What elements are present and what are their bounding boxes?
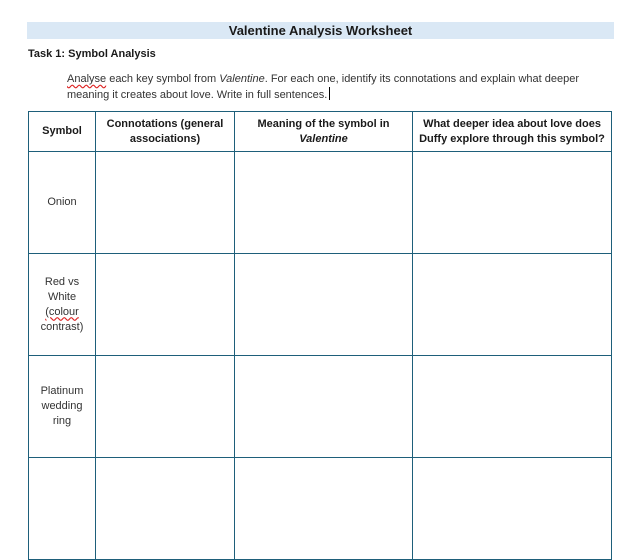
meaning-cell[interactable] bbox=[235, 458, 413, 560]
spellcheck-word[interactable]: Analyse bbox=[67, 73, 107, 85]
deeper-idea-cell[interactable] bbox=[413, 458, 612, 560]
instructions-text[interactable]: Analyse each key symbol from Valentine. For each one, identify its connotations and explain what deeper meaning it creates about love. Write in full sentences. bbox=[67, 73, 580, 101]
task-heading: Task 1: Symbol Analysis bbox=[28, 48, 156, 60]
connotations-cell[interactable] bbox=[96, 356, 235, 458]
table-row bbox=[29, 152, 612, 254]
symbol-cell[interactable]: Onion bbox=[29, 152, 96, 254]
connotations-cell[interactable] bbox=[96, 152, 235, 254]
text-cursor bbox=[329, 87, 330, 100]
symbol-cell[interactable] bbox=[29, 458, 96, 560]
header-meaning: Meaning of the symbol in Valentine bbox=[235, 112, 413, 152]
table-header-row bbox=[29, 112, 612, 152]
meaning-cell[interactable] bbox=[235, 356, 413, 458]
header-symbol: Symbol bbox=[29, 112, 96, 152]
header-connotations: Connotations (general associations) bbox=[96, 112, 235, 152]
deeper-idea-cell[interactable] bbox=[413, 356, 612, 458]
table-row bbox=[29, 254, 612, 356]
symbol-cell[interactable]: Red vs White (colour contrast) bbox=[29, 254, 96, 356]
symbol-cell[interactable]: Platinum wedding ring bbox=[29, 356, 96, 458]
deeper-idea-cell[interactable] bbox=[413, 254, 612, 356]
connotations-cell[interactable] bbox=[96, 254, 235, 356]
deeper-idea-cell[interactable] bbox=[413, 152, 612, 254]
header-deeper-idea: What deeper idea about love does Duffy explore through this symbol? bbox=[413, 112, 612, 152]
connotations-cell[interactable] bbox=[96, 458, 235, 560]
meaning-cell[interactable] bbox=[235, 254, 413, 356]
page-title: Valentine Analysis Worksheet bbox=[27, 22, 614, 39]
table-row bbox=[29, 458, 612, 560]
symbol-analysis-table bbox=[28, 111, 612, 560]
meaning-cell[interactable] bbox=[235, 152, 413, 254]
table-row bbox=[29, 356, 612, 458]
